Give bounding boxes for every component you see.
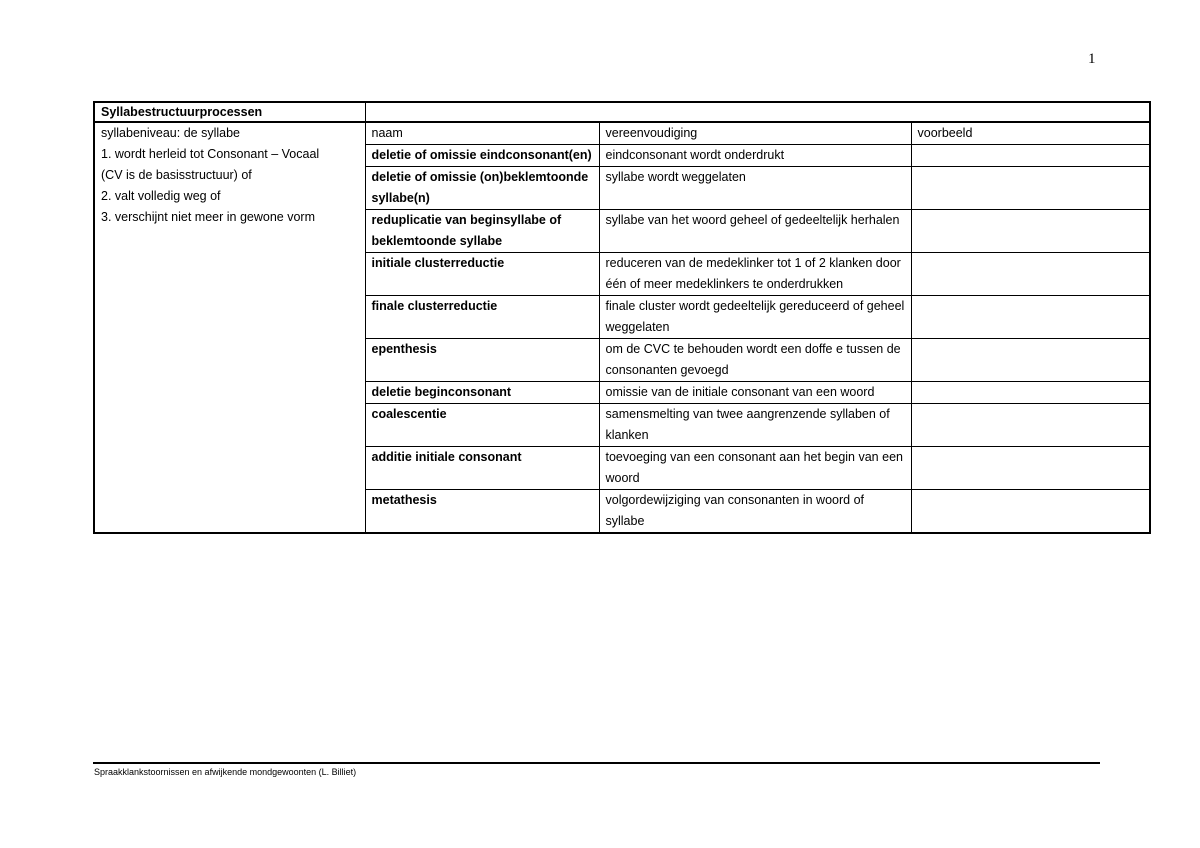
process-name: additie initiale consonant	[365, 447, 599, 490]
level-point: 2. valt volledig weg of	[101, 189, 221, 203]
process-example	[911, 210, 1150, 253]
process-name: finale clusterreductie	[365, 296, 599, 339]
process-simplification: reduceren van de medeklinker tot 1 of 2 klanken door één of meer medeklinkers te onderdrukken	[599, 253, 911, 296]
process-name: reduplicatie van beginsyllabe of beklemtoonde syllabe	[365, 210, 599, 253]
process-name: deletie beginconsonant	[365, 382, 599, 404]
table-title-row	[94, 102, 1150, 122]
process-simplification: volgordewijziging van consonanten in woord of syllabe	[599, 490, 911, 534]
process-simplification: samensmelting van twee aangrenzende syllaben of klanken	[599, 404, 911, 447]
header-naam: naam	[365, 122, 599, 145]
level-point: 1. wordt herleid tot Consonant – Vocaal	[101, 147, 320, 161]
syllable-process-table	[93, 101, 1151, 534]
process-example	[911, 296, 1150, 339]
table-header-row	[94, 122, 1150, 145]
header-voorbeeld: voorbeeld	[911, 122, 1150, 145]
table-title-empty-cell	[365, 102, 1150, 122]
process-example	[911, 382, 1150, 404]
process-simplification: om de CVC te behouden wordt een doffe e tussen de consonanten gevoegd	[599, 339, 911, 382]
process-example	[911, 404, 1150, 447]
level-point: 3. verschijnt niet meer in gewone vorm	[101, 210, 315, 224]
process-name: deletie of omissie eindconsonant(en)	[365, 145, 599, 167]
process-example	[911, 145, 1150, 167]
process-example	[911, 339, 1150, 382]
process-name: deletie of omissie (on)beklemtoonde syllabe(n)	[365, 167, 599, 210]
table-title: Syllabestructuurprocessen	[94, 102, 365, 122]
footer-divider	[93, 762, 1100, 764]
process-name: initiale clusterreductie	[365, 253, 599, 296]
process-name: epenthesis	[365, 339, 599, 382]
process-example	[911, 490, 1150, 534]
level-point: (CV is de basisstructuur) of	[101, 168, 252, 182]
level-description-cell	[94, 122, 365, 533]
process-name: metathesis	[365, 490, 599, 534]
process-simplification: eindconsonant wordt onderdrukt	[599, 145, 911, 167]
process-name: coalescentie	[365, 404, 599, 447]
page-number: 1	[1088, 51, 1096, 67]
level-label: syllabeniveau: de syllabe	[101, 126, 240, 140]
process-simplification: toevoeging van een consonant aan het begin van een woord	[599, 447, 911, 490]
process-simplification: syllabe wordt weggelaten	[599, 167, 911, 210]
process-simplification: syllabe van het woord geheel of gedeeltelijk herhalen	[599, 210, 911, 253]
process-example	[911, 253, 1150, 296]
process-simplification: omissie van de initiale consonant van een woord	[599, 382, 911, 404]
process-example	[911, 447, 1150, 490]
header-vereenvoudiging: vereenvoudiging	[599, 122, 911, 145]
process-simplification: finale cluster wordt gedeeltelijk gereduceerd of geheel weggelaten	[599, 296, 911, 339]
footer-text: Spraakklankstoornissen en afwijkende mondgewoonten (L. Billiet)	[94, 767, 357, 777]
process-example	[911, 167, 1150, 210]
